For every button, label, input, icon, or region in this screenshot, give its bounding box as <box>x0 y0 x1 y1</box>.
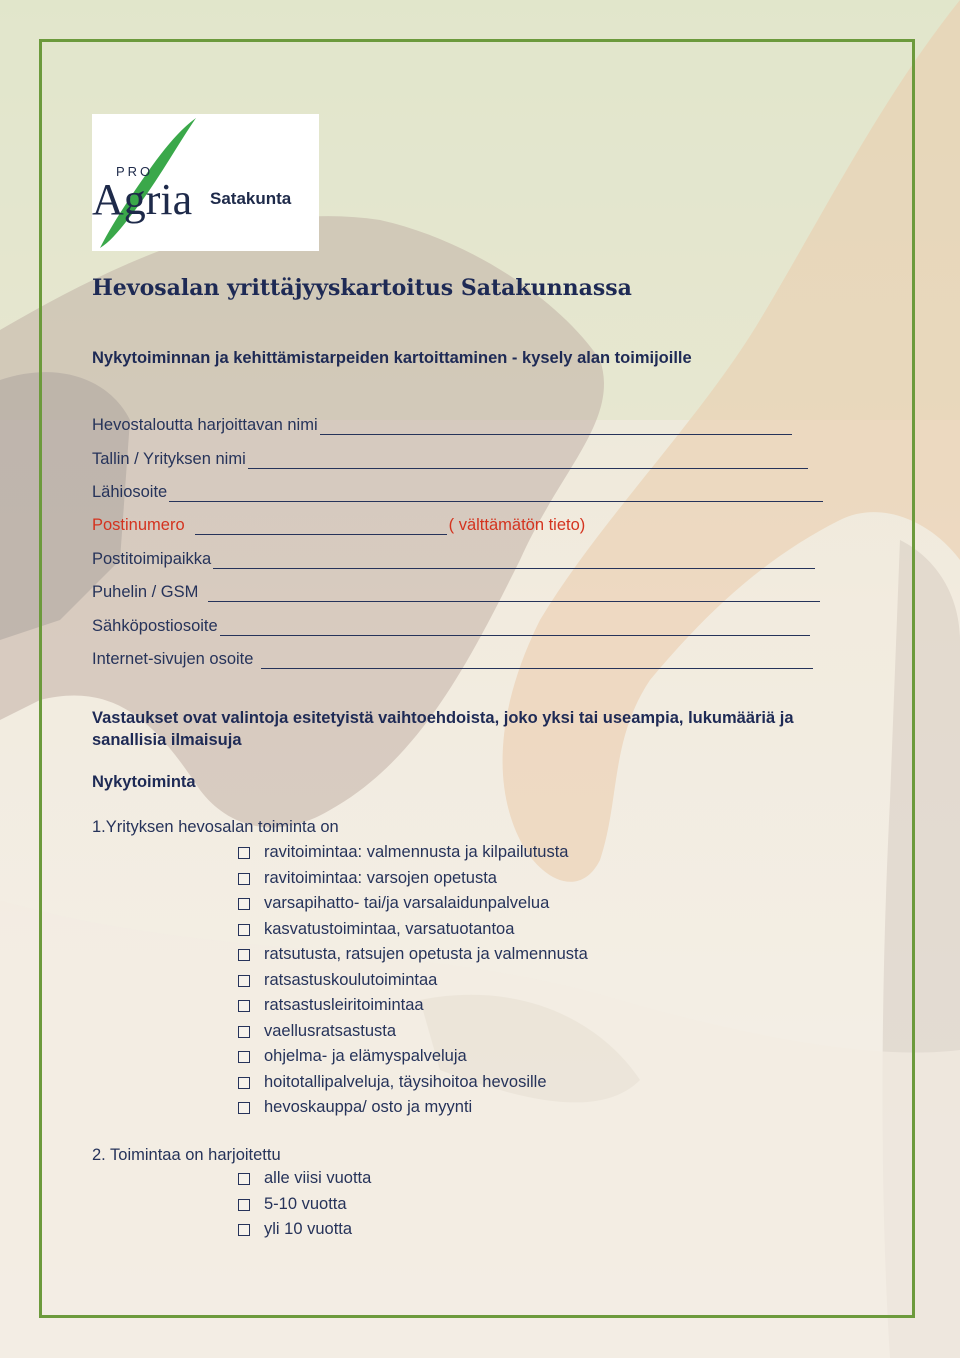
q1-option[interactable]: ratsastusleiritoimintaa <box>238 996 424 1015</box>
city-field-line[interactable] <box>213 552 815 569</box>
logo-region: Satakunta <box>210 189 292 208</box>
postcode-field <box>92 516 585 535</box>
question-2: 2. Toimintaa on harjoitettu <box>92 1146 281 1164</box>
q1-option[interactable]: ratsastuskoulutoimintaa <box>238 971 437 990</box>
web-field-label: Internet-sivujen osoite <box>92 650 254 668</box>
city-field-label: Postitoimipaikka <box>92 550 212 568</box>
q2-option[interactable]: yli 10 vuotta <box>238 1220 352 1239</box>
postcode-field-line[interactable] <box>195 518 447 535</box>
q2-option[interactable]: alle viisi vuotta <box>238 1169 371 1188</box>
address-field <box>92 483 823 502</box>
checkbox-icon[interactable] <box>238 1102 250 1114</box>
checkbox-icon[interactable] <box>238 1173 250 1185</box>
section-heading: Nykytoiminta <box>92 773 196 791</box>
proagria-logo <box>92 114 319 251</box>
web-field <box>92 650 813 669</box>
checkbox-icon[interactable] <box>238 924 250 936</box>
stable-field <box>92 450 808 469</box>
q1-option[interactable]: ratsutusta, ratsujen opetusta ja valmennusta <box>238 945 588 964</box>
name-field <box>92 416 792 435</box>
q1-option[interactable]: hevoskauppa/ osto ja myynti <box>238 1098 472 1117</box>
phone-field <box>92 583 820 602</box>
checkbox-icon[interactable] <box>238 898 250 910</box>
q1-option[interactable]: ohjelma- ja elämyspalveluja <box>238 1047 467 1066</box>
page-title: Hevosalan yrittäjyyskartoitus Satakunnassa <box>92 275 632 301</box>
q1-option[interactable]: kasvatustoimintaa, varsatuotantoa <box>238 920 514 939</box>
logo-brand: Agria <box>92 175 193 224</box>
q2-option[interactable]: 5-10 vuotta <box>238 1195 347 1214</box>
page-subtitle: Nykytoiminnan ja kehittämistarpeiden kartoittaminen - kysely alan toimijoille <box>92 349 692 367</box>
q1-option[interactable]: ravitoimintaa: varsojen opetusta <box>238 869 497 888</box>
stable-field-line[interactable] <box>248 452 808 469</box>
checkbox-icon[interactable] <box>238 1026 250 1038</box>
q1-option[interactable]: hoitotallipalveluja, täysihoitoa hevosille <box>238 1073 547 1092</box>
checkbox-icon[interactable] <box>238 1224 250 1236</box>
question-1: 1.Yrityksen hevosalan toiminta on <box>92 818 339 836</box>
checkbox-icon[interactable] <box>238 847 250 859</box>
q1-option[interactable]: varsapihatto- tai/ja varsalaidunpalvelua <box>238 894 549 913</box>
checkbox-icon[interactable] <box>238 1000 250 1012</box>
name-field-line[interactable] <box>320 418 792 435</box>
checkbox-icon[interactable] <box>238 873 250 885</box>
checkbox-icon[interactable] <box>238 1199 250 1211</box>
logo-pro: PRO <box>116 164 154 179</box>
email-field-label: Sähköpostiosoite <box>92 617 218 635</box>
address-field-line[interactable] <box>169 485 823 502</box>
email-field <box>92 617 810 636</box>
phone-field-label: Puhelin / GSM <box>92 583 199 601</box>
checkbox-icon[interactable] <box>238 975 250 987</box>
postcode-required-note: ( välttämätön tieto) <box>448 516 586 534</box>
checkbox-icon[interactable] <box>238 1077 250 1089</box>
address-field-label: Lähiosoite <box>92 483 168 501</box>
checkbox-icon[interactable] <box>238 949 250 961</box>
city-field <box>92 550 815 569</box>
q1-option[interactable]: ravitoimintaa: valmennusta ja kilpailutusta <box>238 843 569 862</box>
email-field-line[interactable] <box>220 619 810 636</box>
checkbox-icon[interactable] <box>238 1051 250 1063</box>
postcode-field-label: Postinumero <box>92 516 185 534</box>
q1-option[interactable]: vaellusratsastusta <box>238 1022 396 1041</box>
web-field-line[interactable] <box>261 652 813 669</box>
stable-field-label: Tallin / Yrityksen nimi <box>92 450 246 468</box>
instructions-text: Vastaukset ovat valintoja esitetyistä vaihtoehdoista, joko yksi tai useampia, lukumääriä ja sanallisia ilmaisuja <box>92 709 794 749</box>
phone-field-line[interactable] <box>208 585 820 602</box>
name-field-label: Hevostaloutta harjoittavan nimi <box>92 416 318 434</box>
